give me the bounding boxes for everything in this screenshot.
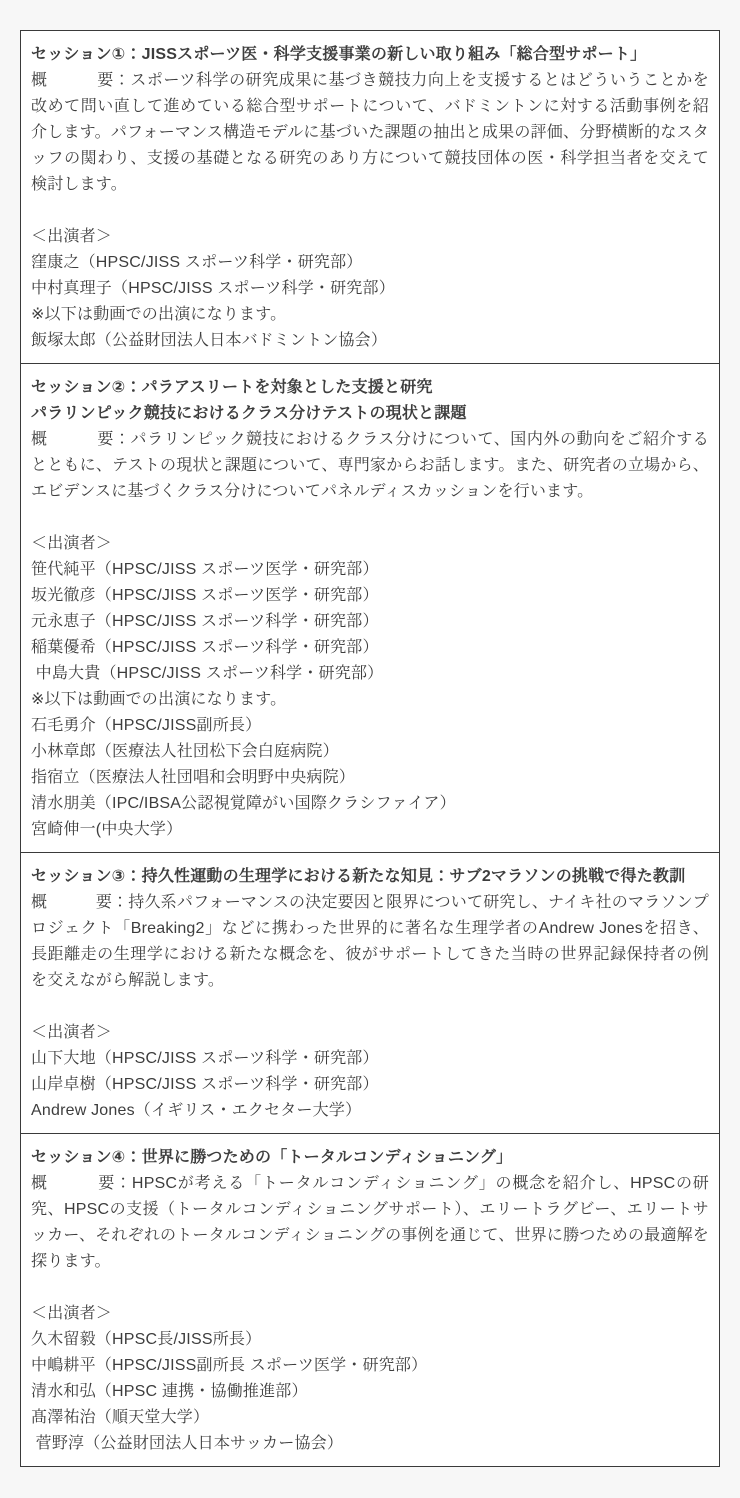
cast-heading: ＜出演者＞ [31,535,113,552]
session-title-line: セッション③：持久性運動の生理学における新たな知見：サブ2マラソンの挑戦で得た教訓 [31,868,686,885]
session-title-line: セッション④：世界に勝つための「トータルコンディショニング」 [31,1149,513,1166]
session-summary: 概 要：パラリンピック競技におけるクラス分けについて、国内外の動向をご紹介するとともに、テストの現状と課題について、専門家からお話します。また、研究者の立場から、エビデンスに基づくクラス分けについてパネルディスカッションを行います。 [31,431,709,500]
session-title [31,42,709,68]
cast-heading: ＜出演者＞ [31,1024,113,1041]
cast-line: 清水朋美（IPC/IBSA公認視覚障がい国際クラシファイア） [31,795,456,812]
session-title-line: セッション②：パラアスリートを対象とした支援と研究 [31,379,433,396]
cast-line: 坂光徹彦（HPSC/JISS スポーツ医学・研究部） [31,587,379,604]
session-card-3 [21,852,719,1133]
session-title-line: セッション①：JISSスポーツ医・科学支援事業の新しい取り組み「総合型サポート」 [31,46,647,63]
session-summary: 概 要：HPSCが考える「トータルコンディショニング」の概念を紹介し、HPSCの研究、HPSCの支援（トータルコンディショニングサポート）、エリートラグビー、エリートサッカー、それぞれのトータルコンディショニングの事例を通じて、世界に勝つための最適解を探ります。 [31,1175,709,1270]
cast-line: Andrew Jones（イギリス・エクセター大学） [31,1102,362,1119]
cast-list [31,1327,709,1457]
cast-line: 清水和弘（HPSC 連携・協働推進部） [31,1383,308,1400]
session-title-line: パラリンピック競技におけるクラス分けテストの現状と課題 [31,405,467,422]
session-card-1 [21,31,719,363]
session-card-2 [21,363,719,852]
cast-line: 宮崎伸一(中央大学） [31,821,183,838]
cast-list [31,557,709,843]
cast-line: 髙澤祐治（順天堂大学） [31,1409,210,1426]
cast-line: 窪康之（HPSC/JISS スポーツ科学・研究部） [31,254,363,271]
cast-line: 石毛勇介（HPSC/JISS副所長） [31,717,262,734]
session-summary: 概 要：スポーツ科学の研究成果に基づき競技力向上を支援するとはどういうことかを改めて問い直して進めている総合型サポートについて、バドミントンに対する活動事例を紹介します。パフォーマンス構造モデルに基づいた課題の抽出と成果の評価、分野横断的なスタッフの関わり、支援の基礎となる研究のあり方について競技団体の医・科学担当者を交えて検討します。 [31,72,709,193]
cast-line: 中嶋耕平（HPSC/JISS副所長 スポーツ医学・研究部） [31,1357,428,1374]
cast-line: 飯塚太郎（公益財団法人日本バドミントン協会） [31,332,388,349]
session-card-4 [21,1133,719,1466]
cast-line: 稲葉優希（HPSC/JISS スポーツ科学・研究部） [31,639,379,656]
session-title [31,1145,709,1171]
cast-line: 中島大貴（HPSC/JISS スポーツ科学・研究部） [31,665,384,682]
cast-line: 中村真理子（HPSC/JISS スポーツ科学・研究部） [31,280,395,297]
cast-line: 久木留毅（HPSC長/JISS所長） [31,1331,262,1348]
session-title [31,375,709,427]
cast-list [31,1046,709,1124]
session-title [31,864,709,890]
cast-line: 菅野淳（公益財団法人日本サッカー協会） [31,1435,344,1452]
cast-line: ※以下は動画での出演になります。 [31,306,287,323]
cast-line: 山岸卓樹（HPSC/JISS スポーツ科学・研究部） [31,1076,379,1093]
cast-list [31,250,709,354]
cast-line: 小林章郎（医療法人社団松下会白庭病院） [31,743,339,760]
session-list [20,30,720,1467]
cast-line: 笹代純平（HPSC/JISS スポーツ医学・研究部） [31,561,379,578]
cast-heading: ＜出演者＞ [31,1305,113,1322]
session-summary: 概 要：持久系パフォーマンスの決定要因と限界について研究し、ナイキ社のマラソンプロジェクト「Breaking2」などに携わった世界的に著名な生理学者のAndrew Jonesを招き、長距離走の生理学における新たな概念を、彼がサポートしてきた当時の世界記録保持者の例を交えながら解説します。 [31,894,709,989]
cast-line: 元永恵子（HPSC/JISS スポーツ科学・研究部） [31,613,379,630]
cast-line: 指宿立（医療法人社団唱和会明野中央病院） [31,769,356,786]
cast-heading: ＜出演者＞ [31,228,113,245]
cast-line: 山下大地（HPSC/JISS スポーツ科学・研究部） [31,1050,379,1067]
cast-line: ※以下は動画での出演になります。 [31,691,287,708]
